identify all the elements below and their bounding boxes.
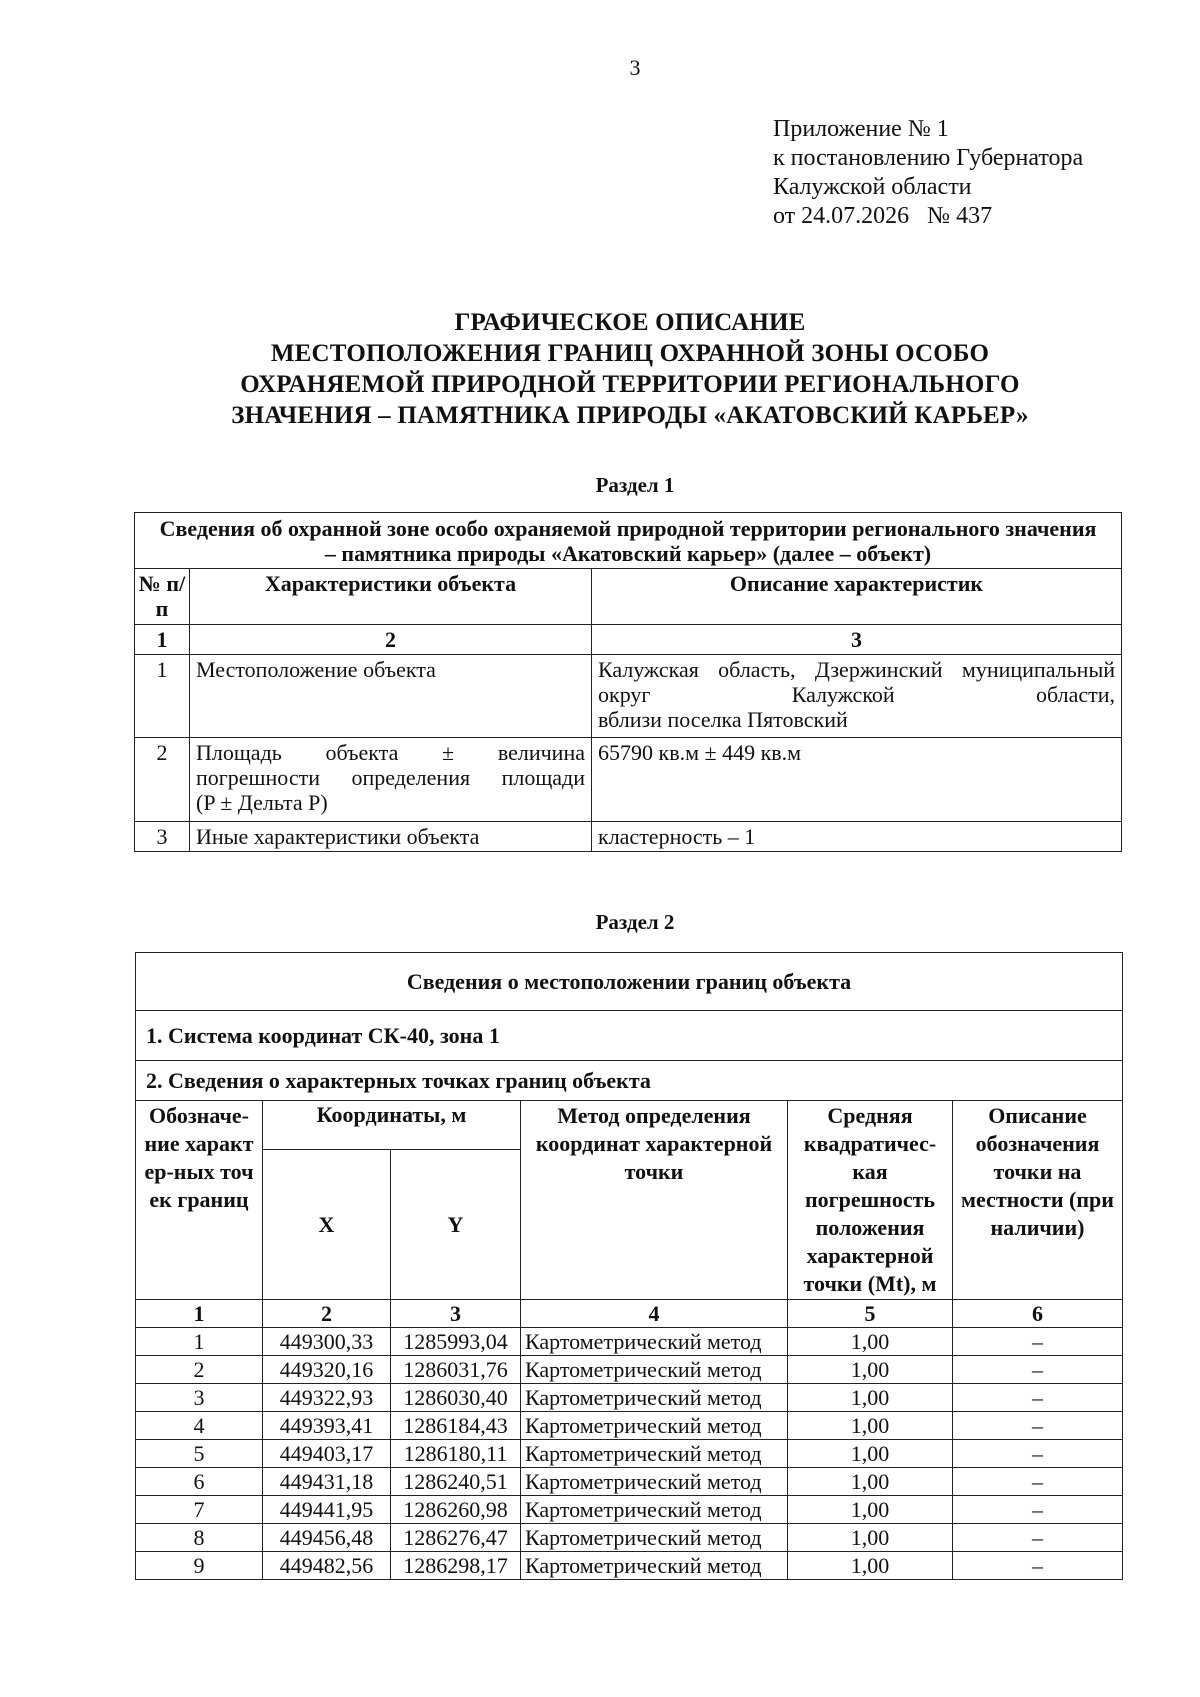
col-num-1: 1 — [136, 1300, 263, 1328]
appendix-line-1: Приложение № 1 — [773, 116, 949, 142]
point-number: 8 — [136, 1524, 263, 1552]
row-2-name-last: (P ± Дельта P) — [196, 790, 328, 815]
col-number-2: 2 — [190, 625, 592, 655]
point-method: Картометрический метод — [521, 1412, 788, 1440]
point-y: 1286298,17 — [391, 1552, 521, 1580]
point-number: 4 — [136, 1412, 263, 1440]
table-row — [136, 1524, 1123, 1552]
table-row — [136, 1328, 1123, 1356]
point-number: 5 — [136, 1440, 263, 1468]
title-line-2: МЕСТОПОЛОЖЕНИЯ ГРАНИЦ ОХРАННОЙ ЗОНЫ ОСОБО — [270, 340, 990, 367]
point-y: 1286260,98 — [391, 1496, 521, 1524]
point-method: Картометрический метод — [521, 1524, 788, 1552]
table-row — [136, 1468, 1123, 1496]
row-3-name: Иные характеристики объекта — [190, 822, 592, 852]
header-number: № п/п — [135, 569, 190, 625]
row-2-name-main: Площадь объекта ± величина погрешности определения площади — [196, 740, 585, 790]
point-number: 1 — [136, 1328, 263, 1356]
point-method: Картометрический метод — [521, 1384, 788, 1412]
row-1-description-main: Калужская область, Дзержинский муниципальный округ Калужской области, — [598, 657, 1115, 707]
point-x: 449320,16 — [263, 1356, 391, 1384]
table-row — [136, 1552, 1123, 1580]
appendix-line-4: от 24.07.2026 № 437 — [773, 203, 993, 229]
header-description: Описание характеристик — [592, 569, 1122, 625]
point-mt: 1,00 — [788, 1468, 953, 1496]
point-mt: 1,00 — [788, 1524, 953, 1552]
table-2-title: Сведения о местоположении границ объекта — [136, 953, 1123, 1011]
table-row — [136, 1496, 1123, 1524]
point-mt: 1,00 — [788, 1412, 953, 1440]
row-2-description: 65790 кв.м ± 449 кв.м — [592, 738, 1122, 822]
point-x: 449482,56 — [263, 1552, 391, 1580]
row-1-name: Местоположение объекта — [190, 655, 592, 738]
table-row — [136, 1440, 1123, 1468]
point-description: – — [953, 1496, 1123, 1524]
table-1-title: Сведения об охранной зоне особо охраняемой природной территории регионального значения – памятника природы «Акатовский карьер» (далее – объект) — [135, 513, 1122, 569]
page-number: 3 — [629, 55, 641, 80]
table-row — [136, 1356, 1123, 1384]
col-num-5: 5 — [788, 1300, 953, 1328]
point-description: – — [953, 1412, 1123, 1440]
header-characteristics: Характеристики объекта — [190, 569, 592, 625]
point-number: 6 — [136, 1468, 263, 1496]
point-mt: 1,00 — [788, 1552, 953, 1580]
point-y: 1286276,47 — [391, 1524, 521, 1552]
section-2-heading: Раздел 2 — [595, 910, 675, 934]
point-y: 1286184,43 — [391, 1412, 521, 1440]
document-title — [130, 307, 1130, 431]
point-number: 2 — [136, 1356, 263, 1384]
appendix-note — [773, 115, 1083, 231]
col-number-3: 3 — [592, 625, 1122, 655]
point-x: 449441,95 — [263, 1496, 391, 1524]
point-x: 449431,18 — [263, 1468, 391, 1496]
header-x: X — [263, 1149, 391, 1299]
point-mt: 1,00 — [788, 1496, 953, 1524]
object-info-table — [134, 512, 1122, 852]
row-1-description — [592, 655, 1122, 738]
point-description: – — [953, 1468, 1123, 1496]
appendix-line-2: к постановлению Губернатора — [773, 145, 1084, 171]
point-y: 1286180,11 — [391, 1440, 521, 1468]
point-mt: 1,00 — [788, 1328, 953, 1356]
header-y: Y — [391, 1149, 521, 1299]
title-line-4: ЗНАЧЕНИЯ – ПАМЯТНИКА ПРИРОДЫ «АКАТОВСКИЙ КАРЬЕР» — [231, 402, 1029, 429]
row-2-number: 2 — [135, 738, 190, 822]
point-mt: 1,00 — [788, 1356, 953, 1384]
header-error: Средняя квадратичес-кая погрешность положения характерной точки (Mt), м — [788, 1101, 953, 1300]
point-description: – — [953, 1552, 1123, 1580]
point-y: 1286240,51 — [391, 1468, 521, 1496]
point-method: Картометрический метод — [521, 1496, 788, 1524]
section-1-heading: Раздел 1 — [595, 473, 675, 497]
point-description: – — [953, 1440, 1123, 1468]
point-mt: 1,00 — [788, 1384, 953, 1412]
header-point-description: Описание обозначения точки на местности (при наличии) — [953, 1101, 1123, 1300]
col-num-3: 3 — [391, 1300, 521, 1328]
point-method: Картометрический метод — [521, 1440, 788, 1468]
point-x: 449403,17 — [263, 1440, 391, 1468]
point-x: 449393,41 — [263, 1412, 391, 1440]
point-method: Картометрический метод — [521, 1328, 788, 1356]
point-x: 449456,48 — [263, 1524, 391, 1552]
row-3-description: кластерность – 1 — [592, 822, 1122, 852]
appendix-line-3: Калужской области — [773, 174, 972, 200]
table-row — [136, 1412, 1123, 1440]
header-coordinates: Координаты, м — [263, 1101, 521, 1150]
point-number: 7 — [136, 1496, 263, 1524]
row-2-name — [190, 738, 592, 822]
col-num-6: 6 — [953, 1300, 1123, 1328]
point-description: – — [953, 1356, 1123, 1384]
col-number-1: 1 — [135, 625, 190, 655]
boundary-points-table — [135, 952, 1123, 1580]
table-row — [136, 1384, 1123, 1412]
title-line-1: ГРАФИЧЕСКОЕ ОПИСАНИЕ — [454, 309, 806, 336]
col-num-4: 4 — [521, 1300, 788, 1328]
point-number: 9 — [136, 1552, 263, 1580]
header-point-designation-text: Обозначе-ние характер-ных точек границ — [144, 1103, 254, 1212]
point-y: 1286030,40 — [391, 1384, 521, 1412]
point-x: 449322,93 — [263, 1384, 391, 1412]
col-num-2: 2 — [263, 1300, 391, 1328]
points-info-heading: 2. Сведения о характерных точках границ объекта — [136, 1061, 1123, 1101]
header-point-designation — [136, 1101, 263, 1300]
point-y: 1286031,76 — [391, 1356, 521, 1384]
point-mt: 1,00 — [788, 1440, 953, 1468]
point-description: – — [953, 1384, 1123, 1412]
coordinate-system: 1. Система координат СК-40, зона 1 — [136, 1011, 1123, 1061]
row-1-description-last: вблизи поселка Пятовский — [598, 707, 848, 732]
point-x: 449300,33 — [263, 1328, 391, 1356]
point-y: 1285993,04 — [391, 1328, 521, 1356]
header-method: Метод определения координат характерной точки — [521, 1101, 788, 1300]
point-number: 3 — [136, 1384, 263, 1412]
row-3-number: 3 — [135, 822, 190, 852]
point-method: Картометрический метод — [521, 1468, 788, 1496]
point-method: Картометрический метод — [521, 1552, 788, 1580]
point-description: – — [953, 1524, 1123, 1552]
point-description: – — [953, 1328, 1123, 1356]
row-1-number: 1 — [135, 655, 190, 738]
point-method: Картометрический метод — [521, 1356, 788, 1384]
title-line-3: ОХРАНЯЕМОЙ ПРИРОДНОЙ ТЕРРИТОРИИ РЕГИОНАЛЬНОГО — [240, 371, 1020, 398]
